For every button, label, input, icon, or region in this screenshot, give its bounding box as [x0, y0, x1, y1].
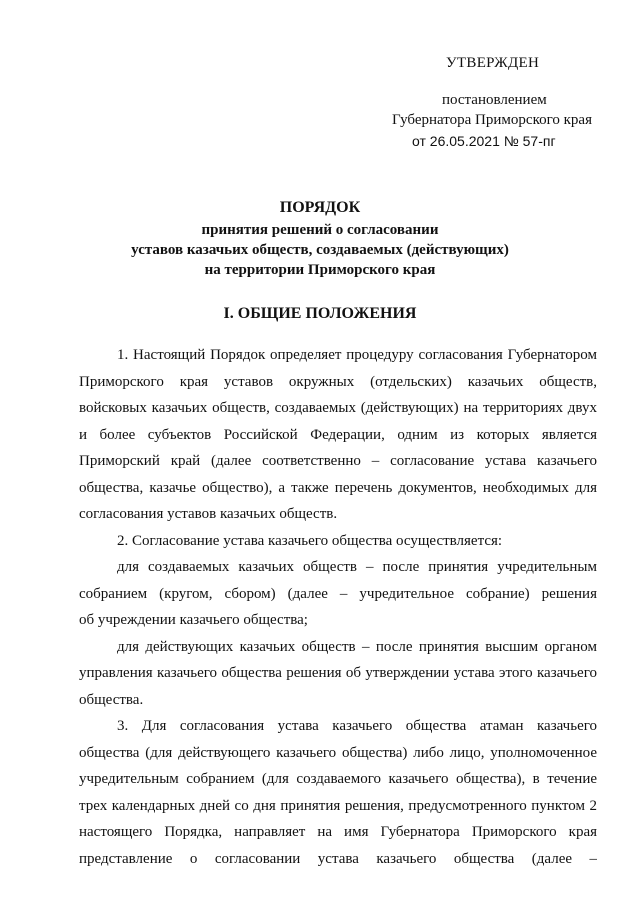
paragraph-2-line: 2. Согласование устава казачьего общества осуществляется: — [117, 532, 503, 549]
paragraph-1-line: войсковых казачьих обществ, создаваемых (действующих) на территориях двух — [79, 400, 597, 416]
paragraph-2a-line: собранием (кругом, сбором) (далее – учредительное собрание) решения — [79, 585, 597, 602]
paragraph-2a-line: об учреждении казачьего общества; — [79, 612, 308, 628]
document-title: ПОРЯДОК — [279, 199, 361, 216]
section-heading: I. ОБЩИЕ ПОЛОЖЕНИЯ — [223, 305, 417, 322]
paragraph-2b-line: для действующих казачьих обществ – после принятия высшим органом — [117, 638, 597, 655]
approval-issuer-line: Губернатора Приморского края — [392, 112, 592, 128]
approval-date-number-line: от 26.05.2021 № 57-пг — [412, 133, 556, 149]
document-subtitle — [0, 220, 640, 280]
paragraph-1-line: и более субъектов Российской Федерации, одним из которых является — [79, 426, 597, 443]
paragraph-3-line: учредительным собранием (для создаваемого казачьего общества), в течение — [79, 771, 597, 787]
subtitle-line: на территории Приморского края — [204, 262, 436, 278]
document-body — [79, 342, 597, 872]
paragraph-2b-line: общества. — [79, 691, 144, 708]
paragraph-1-line: общества, казачье общество), а также перечень документов, необходимых для — [79, 479, 597, 496]
paragraph-1-line: Приморский край (далее соответственно – согласование устава казачьего — [79, 453, 597, 469]
paragraph-2a-line: для создаваемых казачьих обществ – после принятия учредительным — [117, 559, 597, 575]
paragraph-1-line: 1. Настоящий Порядок определяет процедуру согласования Губернатором — [117, 347, 597, 363]
approval-label: УТВЕРЖДЕН — [446, 55, 540, 71]
approval-decree-line: постановлением — [442, 92, 547, 108]
subtitle-line: принятия решений о согласовании — [201, 222, 439, 238]
paragraph-1-line: Приморского края уставов окружных (отдельских) казачьих обществ, — [79, 373, 597, 390]
paragraph-3-line: представление о согласовании устава казачьего общества (далее – — [79, 850, 597, 867]
paragraph-3-line: 3. Для согласования устава казачьего общества атаман казачьего — [117, 718, 597, 734]
subtitle-line: уставов казачьих обществ, создаваемых (действующих) — [131, 242, 509, 258]
paragraph-2b-line: управления казачьего общества решения об утверждении устава этого казачьего — [79, 665, 597, 681]
paragraph-3-line: трех календарных дней со дня принятия решения, предусмотренного пунктом 2 — [79, 797, 597, 814]
paragraph-3-line: настоящего Порядка, направляет на имя Губернатора Приморского края — [79, 824, 597, 840]
paragraph-1-line: согласования уставов казачьих обществ. — [79, 506, 338, 522]
paragraph-3-line: общества (для действующего казачьего общества) либо лицо, уполномоченное — [79, 744, 597, 761]
